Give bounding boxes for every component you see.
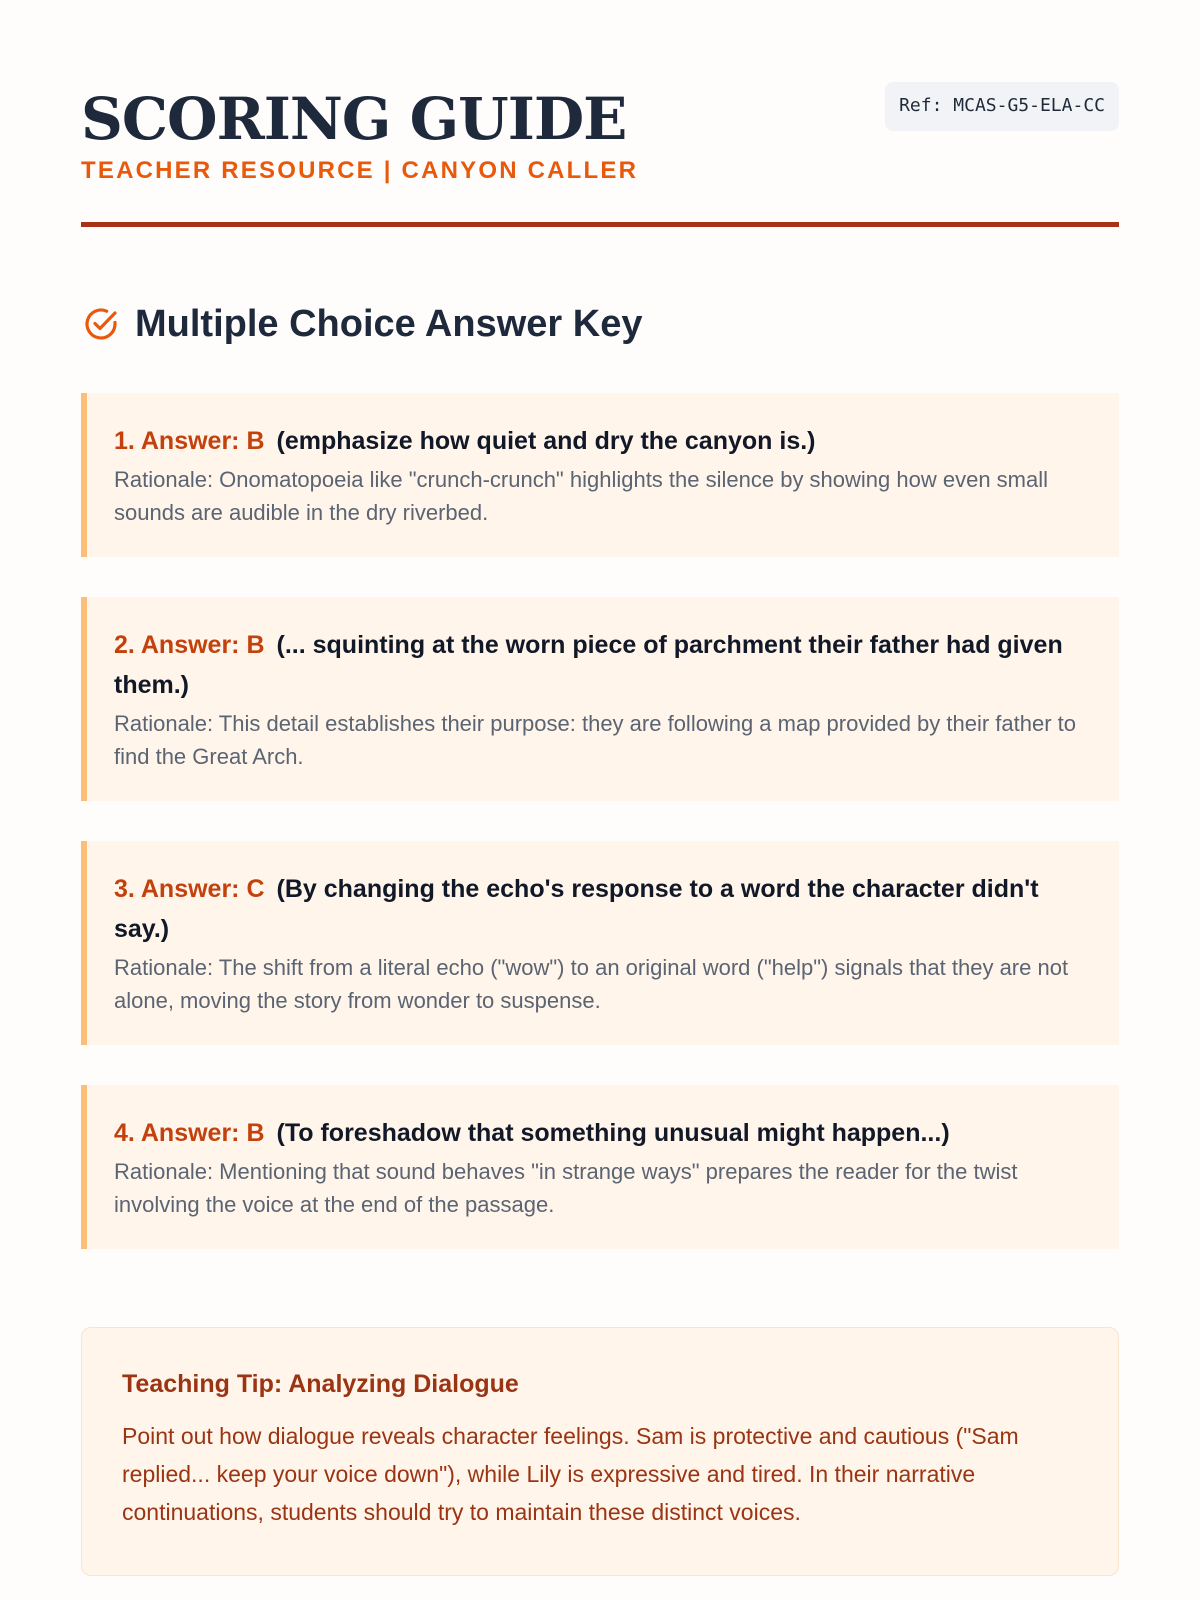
- answer-line: [114, 625, 1083, 705]
- answer-line: [114, 421, 1083, 461]
- answer-key-list: [81, 393, 1119, 1249]
- header-divider: [81, 222, 1119, 227]
- page-header: [81, 80, 1119, 222]
- page-title: SCORING GUIDE: [81, 85, 627, 153]
- section-heading: [81, 299, 1119, 349]
- teaching-tip-body: Point out how dialogue reveals character feelings. Sam is protective and cautious ("Sam replied... keep your voice down"), while Lily is expressive and tired. In their narrative continuations, students should try to maintain these distinct voices.: [122, 1423, 1019, 1525]
- check-circle-icon: [81, 304, 121, 344]
- answer-label: 1. Answer: B: [114, 427, 265, 455]
- page-subtitle: TEACHER RESOURCE | CANYON CALLER: [81, 157, 639, 184]
- rationale: Rationale: Mentioning that sound behaves "in strange ways" prepares the reader for the twist involving the voice at the end of the passage.: [114, 1159, 1018, 1217]
- answer-text: (emphasize how quiet and dry the canyon is.): [276, 427, 816, 455]
- answer-text: (... squinting at the worn piece of parchment their father had given them.): [114, 631, 1063, 699]
- answer-card: [81, 841, 1119, 1045]
- reference-badge: Ref: MCAS-G5-ELA-CC: [885, 82, 1119, 131]
- answer-label: 4. Answer: B: [114, 1119, 265, 1147]
- teaching-tip-box: [81, 1327, 1119, 1576]
- answer-card: [81, 1085, 1119, 1249]
- answer-line: [114, 1113, 1083, 1153]
- rationale: Rationale: The shift from a literal echo ("wow") to an original word ("help") signals that they are not alone, moving the story from wonder to suspense.: [114, 955, 1069, 1013]
- section-title: Multiple Choice Answer Key: [135, 302, 643, 345]
- answer-text: (To foreshadow that something unusual might happen...): [276, 1119, 950, 1147]
- answer-label: 3. Answer: C: [114, 875, 265, 903]
- answer-label: 2. Answer: B: [114, 631, 265, 659]
- answer-card: [81, 597, 1119, 801]
- answer-line: [114, 869, 1083, 949]
- answer-text: (By changing the echo's response to a word the character didn't say.): [114, 875, 1039, 943]
- rationale: Rationale: Onomatopoeia like "crunch-crunch" highlights the silence by showing how even small sounds are audible in the dry riverbed.: [114, 467, 1049, 525]
- teaching-tip-title: Teaching Tip: Analyzing Dialogue: [122, 1370, 519, 1398]
- answer-card: [81, 393, 1119, 557]
- rationale: Rationale: This detail establishes their purpose: they are following a map provided by their father to find the Great Arch.: [114, 711, 1077, 769]
